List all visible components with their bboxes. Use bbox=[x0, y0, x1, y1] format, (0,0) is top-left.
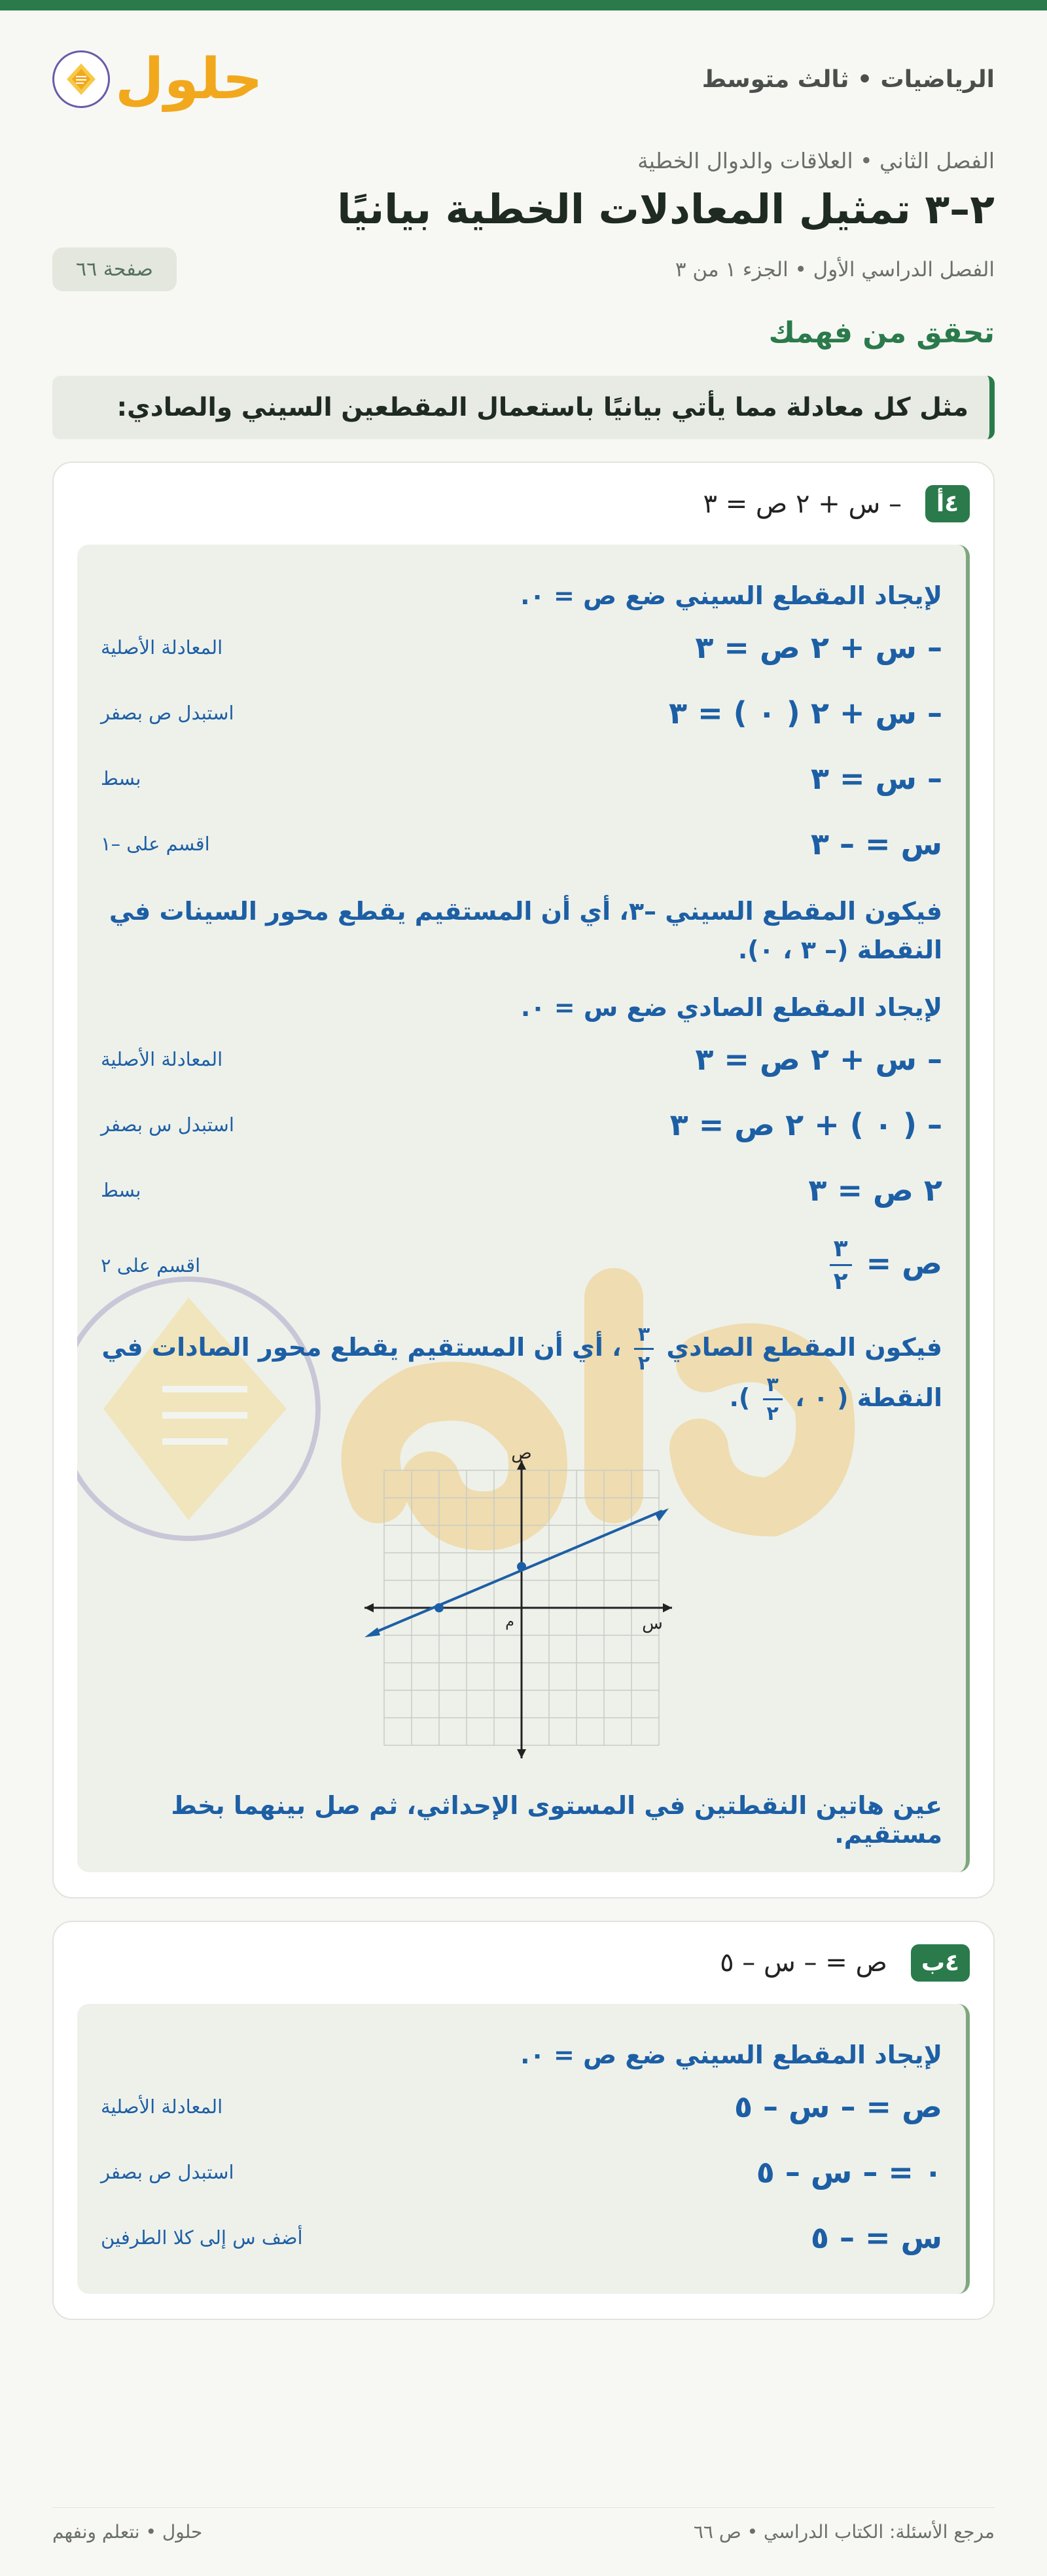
chapter-breadcrumb: الفصل الثاني • العلاقات والدوال الخطية bbox=[637, 148, 995, 173]
problem-equation: ص = – س – ٥ bbox=[720, 1948, 887, 1978]
logo-wordmark: حلول bbox=[115, 46, 263, 112]
solution-step bbox=[101, 680, 942, 746]
x-intercept-point bbox=[435, 1603, 444, 1612]
step-note: اقسم على ٢ bbox=[101, 1254, 201, 1277]
step-note: المعادلة الأصلية bbox=[101, 636, 223, 659]
solution-panel bbox=[77, 545, 970, 1872]
solution-step bbox=[101, 1026, 942, 1092]
step-note: استبدل س بصفر bbox=[101, 1113, 234, 1136]
x-intercept-heading: لإيجاد المقطع السيني ضع ص = ٠. bbox=[520, 2040, 942, 2069]
graph-svg bbox=[364, 1451, 679, 1765]
y-axis-label: ص bbox=[511, 1450, 532, 1463]
y-intercept-heading: لإيجاد المقطع الصادي ضع س = ٠. bbox=[520, 992, 942, 1022]
solution-step bbox=[101, 2074, 942, 2139]
step-equation: س = – ٣ bbox=[810, 826, 942, 862]
step-equation: ٠ = – س – ٥ bbox=[756, 2154, 942, 2190]
equation-prefix: ص = bbox=[866, 1245, 942, 1281]
solution-step bbox=[101, 1092, 942, 1157]
site-logo[interactable] bbox=[52, 46, 263, 112]
step-note: أضف س إلى كلا الطرفين bbox=[101, 2226, 303, 2249]
x-intercept-result: فيكون المقطع السيني –٣، أي أن المستقيم يقطع محور السينات في النقطة (– ٣ ، ٠). bbox=[109, 897, 942, 964]
step-note: المعادلة الأصلية bbox=[101, 2095, 223, 2118]
fraction-denominator: ٢ bbox=[766, 1402, 779, 1425]
fraction bbox=[634, 1324, 654, 1374]
fraction-denominator: ٢ bbox=[637, 1351, 650, 1375]
logo-emblem-icon bbox=[52, 50, 110, 108]
fraction-numerator: ٣ bbox=[763, 1374, 783, 1400]
solution-step bbox=[101, 811, 942, 877]
solution-step bbox=[101, 1157, 942, 1223]
page-number-badge: صفحة ٦٦ bbox=[52, 247, 177, 291]
problem-header bbox=[77, 485, 970, 522]
page-header bbox=[52, 10, 995, 148]
x-intercept-heading: لإيجاد المقطع السيني ضع ص = ٠. bbox=[520, 581, 942, 610]
lesson-meta-row bbox=[52, 247, 995, 291]
y-intercept-point bbox=[517, 1562, 526, 1571]
step-equation: – س + ٢ ص = ٣ bbox=[695, 630, 942, 665]
solution-step bbox=[101, 746, 942, 811]
solution-step bbox=[101, 615, 942, 680]
step-note: اقسم على –١ bbox=[101, 833, 210, 855]
y-intercept-result bbox=[101, 1324, 942, 1424]
solution-panel bbox=[77, 2004, 970, 2294]
problem-card-4b bbox=[52, 1921, 995, 2320]
step-note: استبدل ص بصفر bbox=[101, 702, 234, 724]
plot-instruction: عين هاتين النقطتين في المستوى الإحداثي، ثم صل بينهما بخط مستقيم. bbox=[171, 1790, 942, 1849]
page-footer bbox=[52, 2507, 995, 2543]
step-equation: – ( ٠ ) + ٢ ص = ٣ bbox=[669, 1106, 942, 1142]
page bbox=[0, 10, 1047, 2320]
y-result-text-after: ، أي أن المستقيم يقطع محور الصادات في bbox=[101, 1332, 622, 1362]
fraction-numerator: ٣ bbox=[830, 1236, 852, 1267]
step-equation bbox=[826, 1236, 942, 1295]
fraction-numerator: ٣ bbox=[634, 1324, 654, 1350]
fraction bbox=[830, 1236, 852, 1295]
step-note: المعادلة الأصلية bbox=[101, 1047, 223, 1070]
step-note: بسط bbox=[101, 767, 141, 789]
origin-label: م bbox=[505, 1613, 514, 1630]
step-equation: – س + ٢ ( ٠ ) = ٣ bbox=[669, 695, 942, 731]
step-note: بسط bbox=[101, 1178, 141, 1201]
fraction bbox=[763, 1374, 783, 1424]
problem-number-badge: ٤ب bbox=[911, 1944, 970, 1982]
y-point-after: ). bbox=[729, 1383, 751, 1412]
problem-equation: – س + ٢ ص = ٣ bbox=[703, 488, 902, 519]
subject-label: الرياضيات • ثالث متوسط bbox=[701, 65, 995, 93]
solution-step bbox=[101, 1223, 942, 1308]
instruction-banner: مثل كل معادلة مما يأتي بيانيًا باستعمال المقطعين السيني والصادي: bbox=[52, 376, 995, 439]
step-note: استبدل ص بصفر bbox=[101, 2160, 234, 2183]
step-equation: ٢ ص = ٣ bbox=[808, 1172, 942, 1208]
step-equation: س = – ٥ bbox=[810, 2219, 942, 2255]
coordinate-graph bbox=[101, 1451, 942, 1765]
step-equation: ص = – س – ٥ bbox=[734, 2088, 942, 2124]
top-accent-bar bbox=[0, 0, 1047, 10]
graph-line bbox=[371, 1511, 662, 1634]
footer-reference: مرجع الأسئلة: الكتاب الدراسي • ص ٦٦ bbox=[693, 2521, 995, 2543]
solution-step bbox=[101, 2139, 942, 2205]
section-title: تحقق من فهمك bbox=[768, 316, 995, 350]
problem-number-badge: ٤أ bbox=[925, 485, 970, 522]
step-equation: – س = ٣ bbox=[810, 761, 942, 796]
fraction-denominator: ٢ bbox=[833, 1268, 848, 1296]
semester-part-label: الفصل الدراسي الأول • الجزء ١ من ٣ bbox=[675, 257, 995, 281]
problem-header bbox=[77, 1944, 970, 1982]
solution-step bbox=[101, 2205, 942, 2270]
step-equation: – س + ٢ ص = ٣ bbox=[695, 1041, 942, 1077]
y-point-before: النقطة ( ٠ ، bbox=[795, 1383, 942, 1412]
footer-brand[interactable]: حلول • نتعلم ونفهم bbox=[52, 2521, 203, 2543]
problem-card-4a bbox=[52, 462, 995, 1898]
y-result-text-before: فيكون المقطع الصادي bbox=[666, 1332, 942, 1362]
x-axis-label: س bbox=[642, 1613, 663, 1633]
lesson-title: ٢–٣ تمثيل المعادلات الخطية بيانيًا bbox=[337, 185, 995, 233]
